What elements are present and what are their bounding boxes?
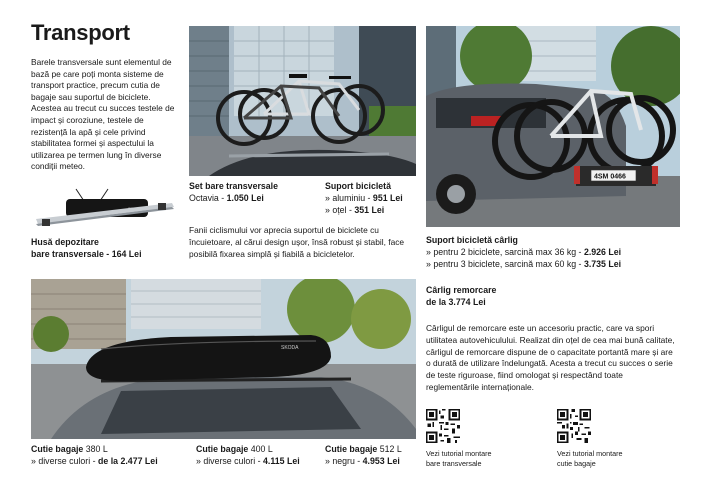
qr-roof-box-line1: Vezi tutorial montare bbox=[557, 449, 623, 458]
qr-crossbars-caption bbox=[426, 449, 536, 469]
bag-caption bbox=[31, 237, 191, 261]
towbar-price: de la 3.774 Lei bbox=[426, 296, 486, 307]
box-512-price: 4.953 Lei bbox=[362, 455, 400, 466]
box-400-label: Cutie bagaje bbox=[196, 444, 249, 454]
bag-subtitle: bare transversale - bbox=[31, 248, 112, 259]
box-380-size: 380 L bbox=[83, 444, 108, 454]
crossbars-title: Set bare transversale bbox=[189, 181, 278, 191]
crossbars-caption bbox=[189, 181, 319, 205]
bike-roof-caption bbox=[325, 181, 425, 216]
bag-title: Husă depozitare bbox=[31, 237, 99, 247]
box-400-price: 4.115 Lei bbox=[262, 455, 300, 466]
box-512-caption bbox=[325, 444, 425, 468]
towbar-title: Cârlig remorcare bbox=[426, 285, 497, 295]
box-380-price: de la 2.477 Lei bbox=[97, 455, 158, 466]
hitch-bike-photo bbox=[426, 26, 680, 227]
crossbars-model: Octavia - bbox=[189, 192, 227, 203]
towbar-paragraph: Cârligul de remorcare este un accesoriu practic, care va spori utilitatea autovehiculului. Realizat din oțel de cea mai bună calitate, cârligul de remorcare dispune de o capacitate portantă mare și are o durată de utilizare îndelungată. Acesta a trecut cu succes o serie de teste riguroase, fiind omologat și respectând toate reglementările internaționale. bbox=[426, 323, 675, 392]
qr-code-roof-box[interactable] bbox=[557, 409, 591, 443]
bike-roof-l1-price: 951 Lei bbox=[372, 192, 403, 203]
crossbar-bag-image bbox=[30, 183, 180, 233]
roof-bike-photo bbox=[189, 26, 416, 176]
hitch-bike-l1-label: » pentru 2 biciclete, sarcină max 36 kg - bbox=[426, 246, 584, 257]
box-400-caption bbox=[196, 444, 326, 468]
box-512-size: 512 L bbox=[377, 444, 402, 454]
page-title: Transport bbox=[31, 20, 130, 45]
roof-box-brand: SKODA bbox=[281, 345, 299, 351]
hitch-bike-l1-price: 2.926 Lei bbox=[583, 246, 622, 257]
qr-crossbars-line2: bare transversale bbox=[426, 459, 482, 468]
roof-box-photo bbox=[31, 279, 416, 439]
hitch-bike-caption bbox=[426, 235, 686, 270]
hitch-bike-l2-price: 3.735 Lei bbox=[583, 258, 622, 269]
qr-code-crossbars[interactable] bbox=[426, 409, 460, 443]
cyclists-paragraph: Fanii ciclismului vor aprecia suportul de biciclete cu încuietoare, al cărui design ușor, însă robust și stabil, face posibilă fixarea simplă și fiabilă a bicicletelor. bbox=[189, 225, 405, 259]
bike-roof-title: Suport bicicletă bbox=[325, 181, 391, 191]
box-380-sub: » diverse culori - bbox=[31, 455, 98, 466]
towbar-caption bbox=[426, 285, 626, 309]
hitch-bike-title: Suport bicicletă cârlig bbox=[426, 235, 518, 245]
crossbars-price: 1.050 Lei bbox=[226, 192, 264, 203]
bike-roof-l1-label: » aluminiu - bbox=[325, 192, 373, 203]
bike-roof-l2-price: 351 Lei bbox=[354, 204, 385, 215]
hitch-bike-l2-label: » pentru 3 biciclete, sarcină max 60 kg - bbox=[426, 258, 584, 269]
qr-roof-box-line2: cutie bagaje bbox=[557, 459, 596, 468]
license-plate-text: 4SM 0466 bbox=[594, 173, 626, 181]
qr-crossbars-line1: Vezi tutorial montare bbox=[426, 449, 492, 458]
intro-paragraph: Barele transversale sunt elementul de bază pe care poți monta sisteme de transport practice, precum cutia de bagaje sau suportul de biciclete. Acestea au trecut cu succes testele de impact și coroziune, testele de rezistență la apă și cele privind stabilitatea formei și aspectului la utilizarea pe termen lung în diverse condiții meteo. bbox=[31, 57, 175, 172]
box-380-label: Cutie bagaje bbox=[31, 444, 84, 454]
box-400-size: 400 L bbox=[248, 444, 273, 454]
bike-roof-l2-label: » oțel - bbox=[325, 204, 355, 215]
box-380-caption bbox=[31, 444, 181, 468]
box-512-sub: » negru - bbox=[325, 455, 363, 466]
box-400-sub: » diverse culori - bbox=[196, 455, 263, 466]
box-512-label: Cutie bagaje bbox=[325, 444, 378, 454]
bag-price: 164 Lei bbox=[111, 248, 142, 259]
qr-roof-box-caption bbox=[557, 449, 667, 469]
